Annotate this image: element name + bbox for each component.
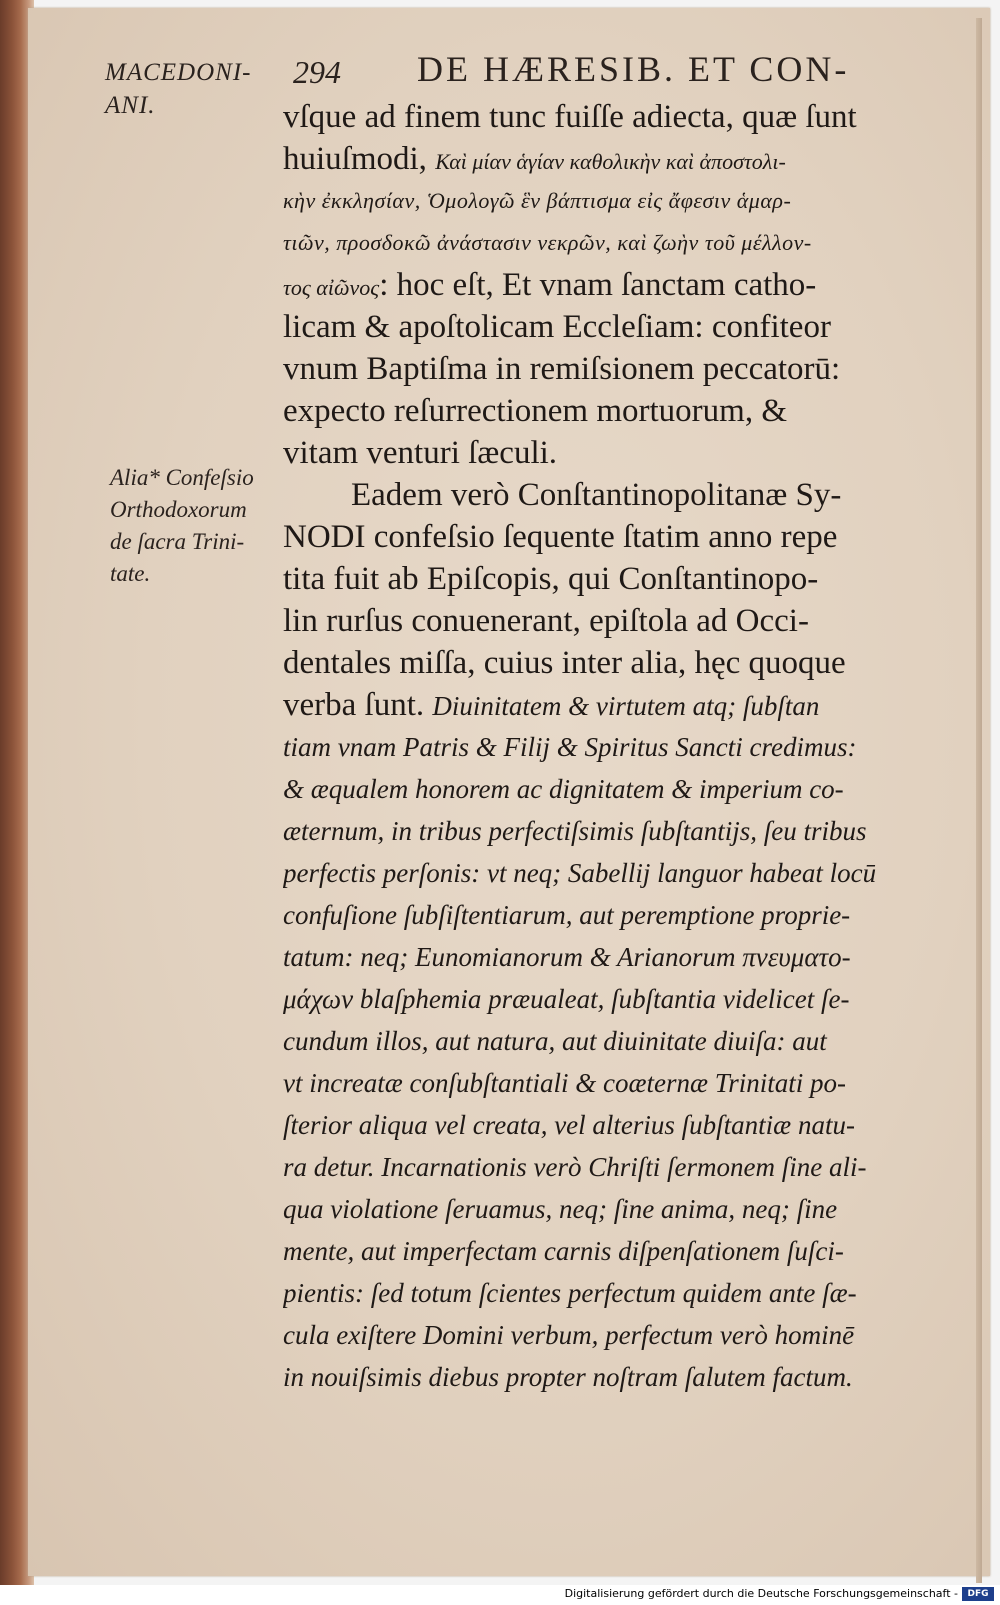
page-number: 294 xyxy=(293,54,341,90)
footer-credit: Digitalisierung gefördert durch die Deutsche Forschungsgemeinschaft - xyxy=(564,1587,958,1600)
text-line: μάχων blaſphemia præualeat, ſubſtantia videlicet ſe- xyxy=(283,984,850,1014)
text-line: pientis: ſed totum ſcientes perfectum quidem ante ſæ- xyxy=(283,1278,857,1308)
text-line: κὴν ἐκκλησίαν, Ὁμολογῶ ἓν βάπτισμα εἰς ἄφεσιν ἁμαρ- xyxy=(283,188,792,213)
text-line: & æqualem honorem ac dignitatem & imperium co- xyxy=(283,774,844,804)
text-line: æternum, in tribus perfectiſsimis ſubſtantijs, ſeu tribus xyxy=(283,816,867,846)
text-line: licam & apoſtolicam Eccleſiam: confiteor xyxy=(283,309,831,345)
text-line: NODI confeſsio ſequente ſtatim anno repe xyxy=(283,519,838,555)
text-line: Eadem verò Conſtantinopolitanæ Sy- xyxy=(351,477,842,513)
footer xyxy=(0,1585,1000,1605)
text-line: qua violatione ſeruamus, neq; ſine anima, neq; ſine xyxy=(283,1194,838,1224)
text-segment: : hoc eſt, Et vnam ſanctam catho- xyxy=(379,267,817,303)
dfg-logo: DFG xyxy=(962,1587,994,1601)
text-line: mente, aut imperfectam carnis diſpenſationem ſuſci- xyxy=(283,1236,844,1266)
text-line: ſterior aliqua vel creata, vel alterius ſubſtantiæ natu- xyxy=(283,1110,855,1140)
page-edge xyxy=(976,18,982,1583)
text-segment: Diuinitatem & virtutem atq; ſubſtan xyxy=(432,691,820,721)
margin-heading-line: MACEDONI- xyxy=(105,59,252,86)
margin-heading-line: ANI. xyxy=(105,92,156,119)
running-title: DE HÆRESIB. ET CON- xyxy=(417,49,850,89)
text-line: expecto reſurrectionem mortuorum, & xyxy=(283,393,787,429)
text-line: ra detur. Incarnationis verò Chriſti ſermonem ſine ali- xyxy=(283,1152,867,1182)
text-line: τιῶν, προσδοκῶ ἀνάστασιν νεκρῶν, καὶ ζωὴν τοῦ μέλλον- xyxy=(283,230,812,255)
text-segment: verba ſunt. xyxy=(283,687,433,723)
text-line: vt increatæ conſubſtantiali & coæternæ Trinitati po- xyxy=(283,1068,846,1098)
margin-note-line: Orthodoxorum xyxy=(110,497,247,522)
text-line: vnum Baptiſma in remiſsionem peccatorū: xyxy=(283,351,841,387)
margin-note-line: Alia* Confeſsio xyxy=(110,465,254,490)
text-line xyxy=(283,138,958,180)
text-line: lin rurſus conuenerant, epiſtola ad Occi- xyxy=(283,603,809,639)
text-line xyxy=(283,264,958,306)
margin-note xyxy=(110,462,270,590)
margin-note-line: de ſacra Trini- xyxy=(110,529,245,554)
text-line: tatum: neq; Eunomianorum & Arianorum πνευματο- xyxy=(283,942,851,972)
text-segment: τος αἰῶνος xyxy=(283,275,380,300)
margin-note-line: tate. xyxy=(110,561,151,586)
margin-heading xyxy=(105,56,251,122)
text-line: cundum illos, aut natura, aut diuinitate diuiſa: aut xyxy=(283,1026,827,1056)
text-line: in nouiſsimis diebus propter noſtram ſalutem factum. xyxy=(283,1362,853,1392)
text-segment: huiuſmodi, xyxy=(283,141,436,177)
text-line: cula exiſtere Domini verbum, perfectum verò hominē xyxy=(283,1320,855,1350)
text-line: vitam venturi ſæculi. xyxy=(283,435,558,471)
text-segment: Καὶ μίαν ἁγίαν καθολικὴν καὶ ἀποστολι- xyxy=(435,149,786,174)
text-line: tita fuit ab Epiſcopis, qui Conſtantinopo- xyxy=(283,561,819,597)
text-line: tiam vnam Patris & Filij & Spiritus Sancti credimus: xyxy=(283,732,857,762)
text-line: vſque ad finem tunc fuiſſe adiecta, quæ ſunt xyxy=(283,99,857,135)
text-line: dentales miſſa, cuius inter alia, hęc quoque xyxy=(283,645,846,681)
text-line xyxy=(283,684,958,726)
text-line: perfectis perſonis: vt neq; Sabellij languor habeat locū xyxy=(283,858,877,888)
text-line: confuſione ſubſiſtentiarum, aut peremptione proprie- xyxy=(283,900,851,930)
body-text xyxy=(283,96,958,1398)
